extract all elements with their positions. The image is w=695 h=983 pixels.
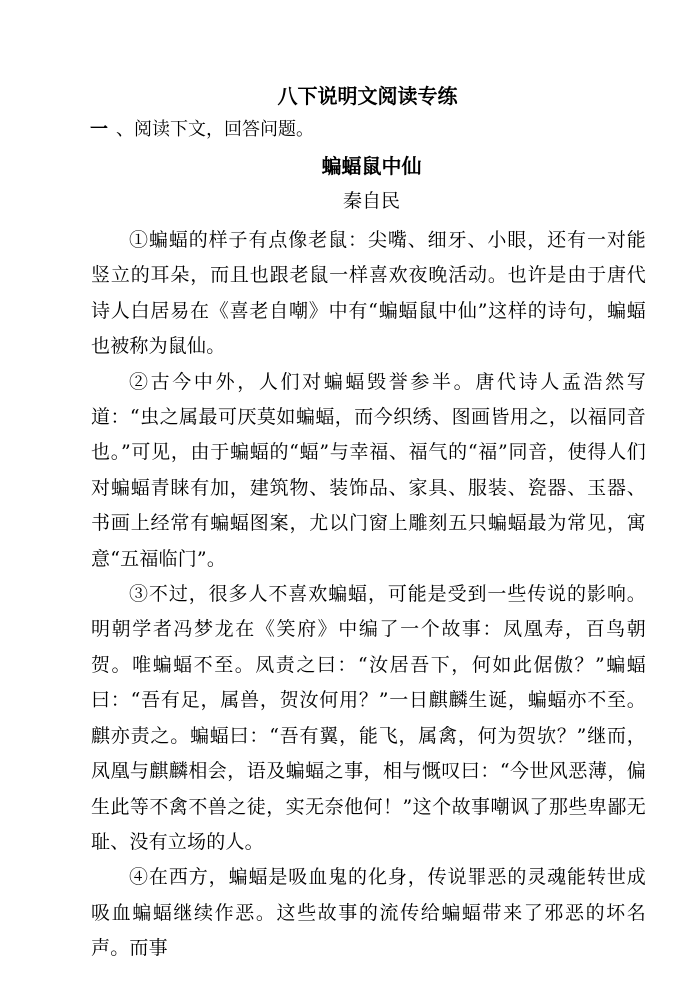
- section-instruction: 、阅读下文，回答问题。: [116, 119, 314, 140]
- document-title: 八下说明文阅读专练: [277, 84, 458, 108]
- article-author: 秦自民: [342, 190, 400, 212]
- paragraph-2: ②古今中外，人们对蝙蝠毁誉参半。唐代诗人孟浩然写道：“虫之属最可厌莫如蝙蝠，而今织绣、图画皆用之，以福同音也。”可见，由于蝙蝠的“蝠”与幸福、福气的“福”同音，使得人们对蝙蝠青睐有加，建筑物、装饰品、家具、服装、瓷器、玉器、书画上经常有蝙蝠图案，尤以门窗上雕刻五只蝙蝠最为常见，寓意“五福临门”。: [91, 370, 646, 570]
- paragraph-1: ①蝙蝠的样子有点像老鼠：尖嘴、细牙、小眼，还有一对能竖立的耳朵，而且也跟老鼠一样喜欢夜晚活动。也许是由于唐代诗人白居易在《喜老自嘲》中有“蝙蝠鼠中仙”这样的诗句，蝙蝠也被称为鼠仙。: [91, 229, 646, 358]
- article-title: 蝙蝠鼠中仙: [321, 154, 422, 178]
- section-number: 一: [90, 119, 108, 140]
- article-body: [91, 223, 646, 967]
- paragraph-3: ③不过，很多人不喜欢蝙蝠，可能是受到一些传说的影响。明朝学者冯梦龙在《笑府》中编了一个故事：凤凰寿，百鸟朝贺。唯蝙蝠不至。凤责之曰：“汝居吾下，何如此倨傲？”蝙蝠曰：“吾有足，属兽，贺汝何用？”一日麒麟生诞，蝙蝠亦不至。麒亦责之。蝙蝠曰：“吾有翼，能飞，属禽，何为贺欤？”继而，凤凰与麒麟相会，语及蝙蝠之事，相与慨叹曰：“今世风恶薄，偏生此等不禽不兽之徒，实无奈他何！”这个故事嘲讽了那些卑鄙无耻、没有立场的人。: [91, 583, 646, 853]
- paragraph-4: ④在西方，蝙蝠是吸血鬼的化身，传说罪恶的灵魂能转世成吸血蝙蝠继续作恶。这些故事的流传给蝙蝠带来了邪恶的坏名声。而事: [91, 866, 646, 960]
- section-heading: [90, 116, 314, 144]
